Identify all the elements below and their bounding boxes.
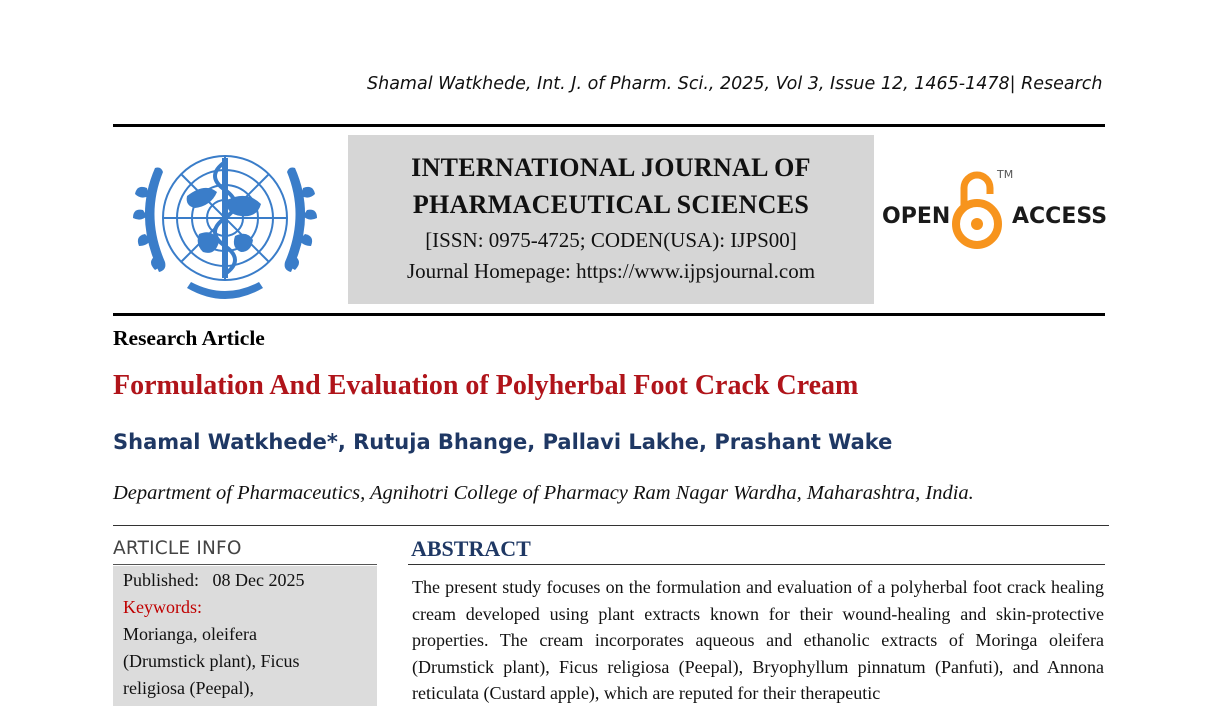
abstract-text: The present study focuses on the formulation and evaluation of a polyherbal foot crack healing cream developed using plant extracts known for their wound-healing and skin-protective properties. The cream incorporates aqueous and ethanolic extracts of Moringa oleifera (Drumstick plant), Ficus religiosa (Peepal), Bryophyllum pinnatum (Panfuti), and Annona reticulata (Custard apple), which are reputed for their therapeutic xyxy=(412,577,1104,703)
published-row xyxy=(123,570,305,591)
keywords-label: Keywords: xyxy=(123,597,202,617)
keyword-line: Morianga, oleifera xyxy=(123,624,257,644)
header-top-rule xyxy=(113,124,1105,127)
keyword-line: religiosa (Peepal), xyxy=(123,678,254,698)
open-access-lock-icon xyxy=(956,175,998,245)
journal-homepage: Journal Homepage: https://www.ijpsjournal.com xyxy=(406,259,816,283)
article-info-box xyxy=(113,566,377,706)
abstract-heading: ABSTRACT xyxy=(411,536,531,561)
article-type: Research Article xyxy=(113,326,265,350)
article-info-rule xyxy=(113,564,377,565)
published-label: Published: xyxy=(123,570,200,590)
published-date: 08 Dec 2025 xyxy=(212,570,305,590)
citation-header: Shamal Watkhede, Int. J. of Pharm. Sci., 2025, Vol 3, Issue 12, 1465-1478| Research xyxy=(367,74,1103,94)
journal-title-box xyxy=(348,135,874,304)
article-info-heading: ARTICLE INFO xyxy=(113,538,242,559)
journal-logo-emblem xyxy=(127,138,323,308)
open-access-logo xyxy=(880,166,1108,252)
header-bottom-rule xyxy=(113,313,1105,316)
abstract-rule xyxy=(408,564,1105,565)
article-title: Formulation And Evaluation of Polyherbal Foot Crack Cream xyxy=(113,370,859,401)
section-divider xyxy=(113,525,1109,526)
article-authors: Shamal Watkhede*, Rutuja Bhange, Pallavi Lakhe, Prashant Wake xyxy=(113,430,893,454)
article-affiliation: Department of Pharmaceutics, Agnihotri College of Pharmacy Ram Nagar Wardha, Maharashtra, India. xyxy=(113,482,974,504)
open-access-tm: TM xyxy=(997,168,1014,181)
journal-issn: [ISSN: 0975-4725; CODEN(USA): IJPS00] xyxy=(425,228,797,252)
journal-title-line2: PHARMACEUTICAL SCIENCES xyxy=(412,190,810,219)
open-access-right-word: ACCESS xyxy=(1012,204,1108,229)
keyword-line: (Drumstick plant), Ficus xyxy=(123,651,300,671)
open-access-left-word: OPEN xyxy=(882,204,951,229)
journal-title-line1: INTERNATIONAL JOURNAL OF xyxy=(411,153,811,182)
